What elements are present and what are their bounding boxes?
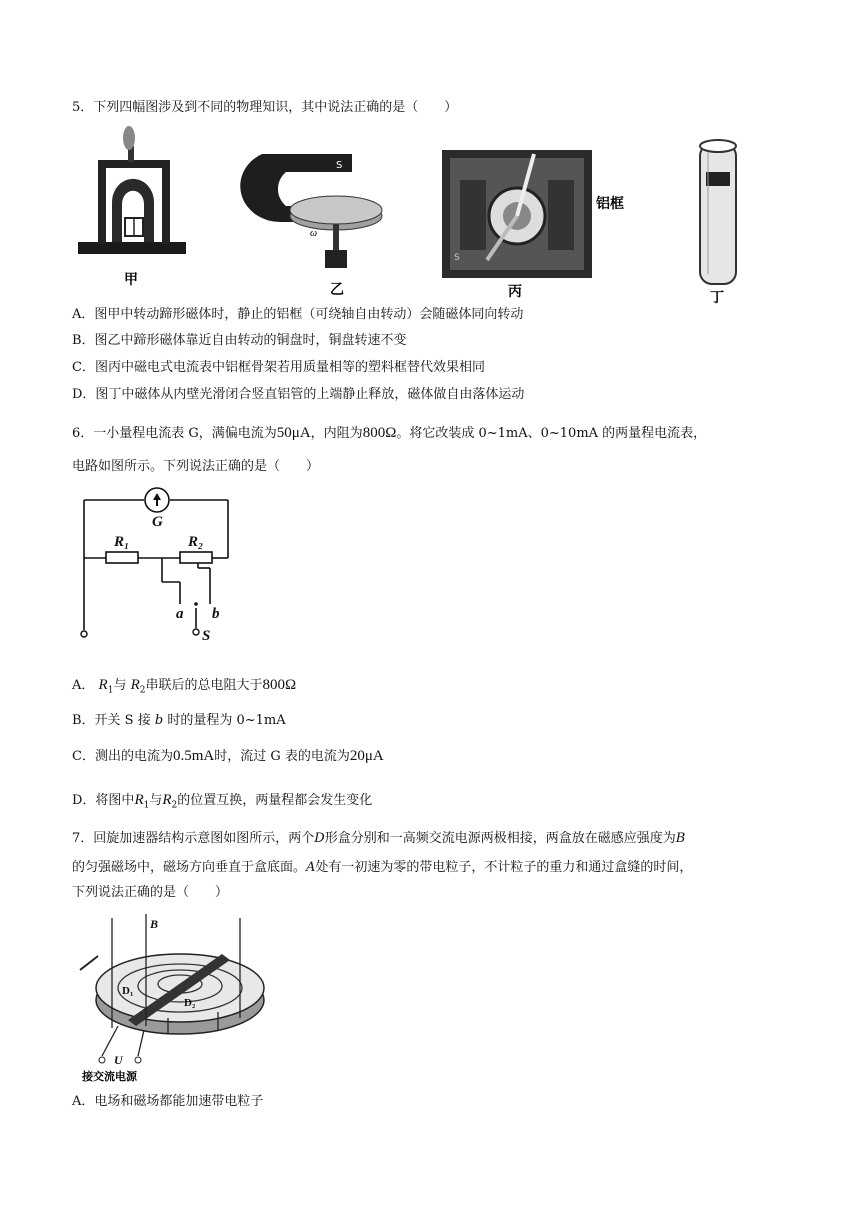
q5-option-a: A．图甲中转动蹄形磁体时，静止的铝框（可绕轴自由转动）会随磁体同向转动 — [72, 307, 524, 322]
q5-stem: 5．下列四幅图涉及到不同的物理知识，其中说法正确的是（ ） — [72, 100, 458, 115]
resistor-r1 — [106, 552, 138, 563]
figure-jia — [78, 126, 186, 288]
label-d1: D₁ — [122, 985, 134, 997]
label-r2: R₂ — [188, 534, 204, 550]
figure-ding — [700, 140, 736, 304]
caption-yi: 乙 — [330, 282, 344, 298]
omega-label: ω — [310, 228, 318, 239]
label-ac-source: 接交流电源 — [82, 1070, 137, 1083]
q5-option-d: D．图丁中磁体从内壁光滑闭合竖直铝管的上端静止释放，磁体做自由落体运动 — [72, 387, 525, 402]
label-b: b — [212, 606, 220, 622]
q6-stem-line1: 6．一小量程电流表 G，满偏电流为50μA，内阻为800Ω。将它改装成 0~1mA、0~10mA 的两量程电流表， — [72, 425, 707, 441]
q6-option-b: B．开关 S 接 b 时的量程为 0~1mA — [72, 713, 286, 728]
q5-figure-svg — [72, 124, 852, 304]
resistor-r2 — [180, 552, 212, 563]
figure-bing — [442, 150, 624, 300]
cyclotron-svg — [72, 908, 272, 1084]
q7-stem-line2: 的匀强磁场中，磁场方向垂直于盒底面。A处有一初速为零的带电粒子，不计粒子的重力和通过盒缝的时间， — [72, 860, 693, 875]
aluminum-frame-label: 铝框 — [596, 196, 624, 212]
circuit-svg — [72, 484, 252, 644]
q5-figures — [72, 124, 852, 304]
caption-bing: 丙 — [508, 284, 522, 300]
s-pole-label: S — [336, 160, 343, 171]
label-d2: D₂ — [184, 997, 196, 1009]
label-u: U — [114, 1053, 123, 1067]
caption-ding: 丁 — [710, 290, 724, 304]
q6-stem-line2: 电路如图所示。下列说法正确的是（ ） — [72, 459, 320, 474]
q6-circuit — [72, 484, 252, 644]
label-r1: R₁ — [114, 534, 130, 550]
figure-yi — [240, 154, 382, 298]
q6-ig: 50μA — [276, 425, 311, 441]
q5-option-c: C．图丙中磁电式电流表中铝框骨架若用质量相等的塑料框替代效果相同 — [72, 360, 485, 375]
q6-option-a: A． $R_1$与 $R_2$串联后的总电阻大于800Ω — [72, 677, 297, 696]
q7-option-a: A．电场和磁场都能加速带电粒子 — [72, 1094, 264, 1109]
q5-option-b: B．图乙中蹄形磁体靠近自由转动的铜盘时，铜盘转速不变 — [72, 333, 407, 348]
label-a: a — [176, 606, 184, 622]
caption-jia: 甲 — [124, 272, 138, 288]
q6-option-d: D．将图中$R_1$与$R_2$的位置互换，两量程都会发生变化 — [72, 792, 373, 811]
q7-cyclotron-figure — [72, 908, 272, 1084]
svg-text:S: S — [454, 253, 460, 263]
label-g: G — [152, 514, 163, 530]
label-b-field: B — [150, 917, 159, 931]
q6-option-c: C．测出的电流为0.5mA时，流过 G 表的电流为20μA — [72, 748, 384, 764]
q7-stem-line3: 下列说法正确的是（ ） — [72, 885, 229, 900]
label-s: S — [202, 628, 211, 644]
q7-stem-line1: 7．回旋加速器结构示意图如图所示，两个D形盒分别和一高频交流电源两极相接，两盒放在磁感应强度为B — [72, 831, 686, 846]
q6-rg: 800Ω — [362, 425, 397, 441]
